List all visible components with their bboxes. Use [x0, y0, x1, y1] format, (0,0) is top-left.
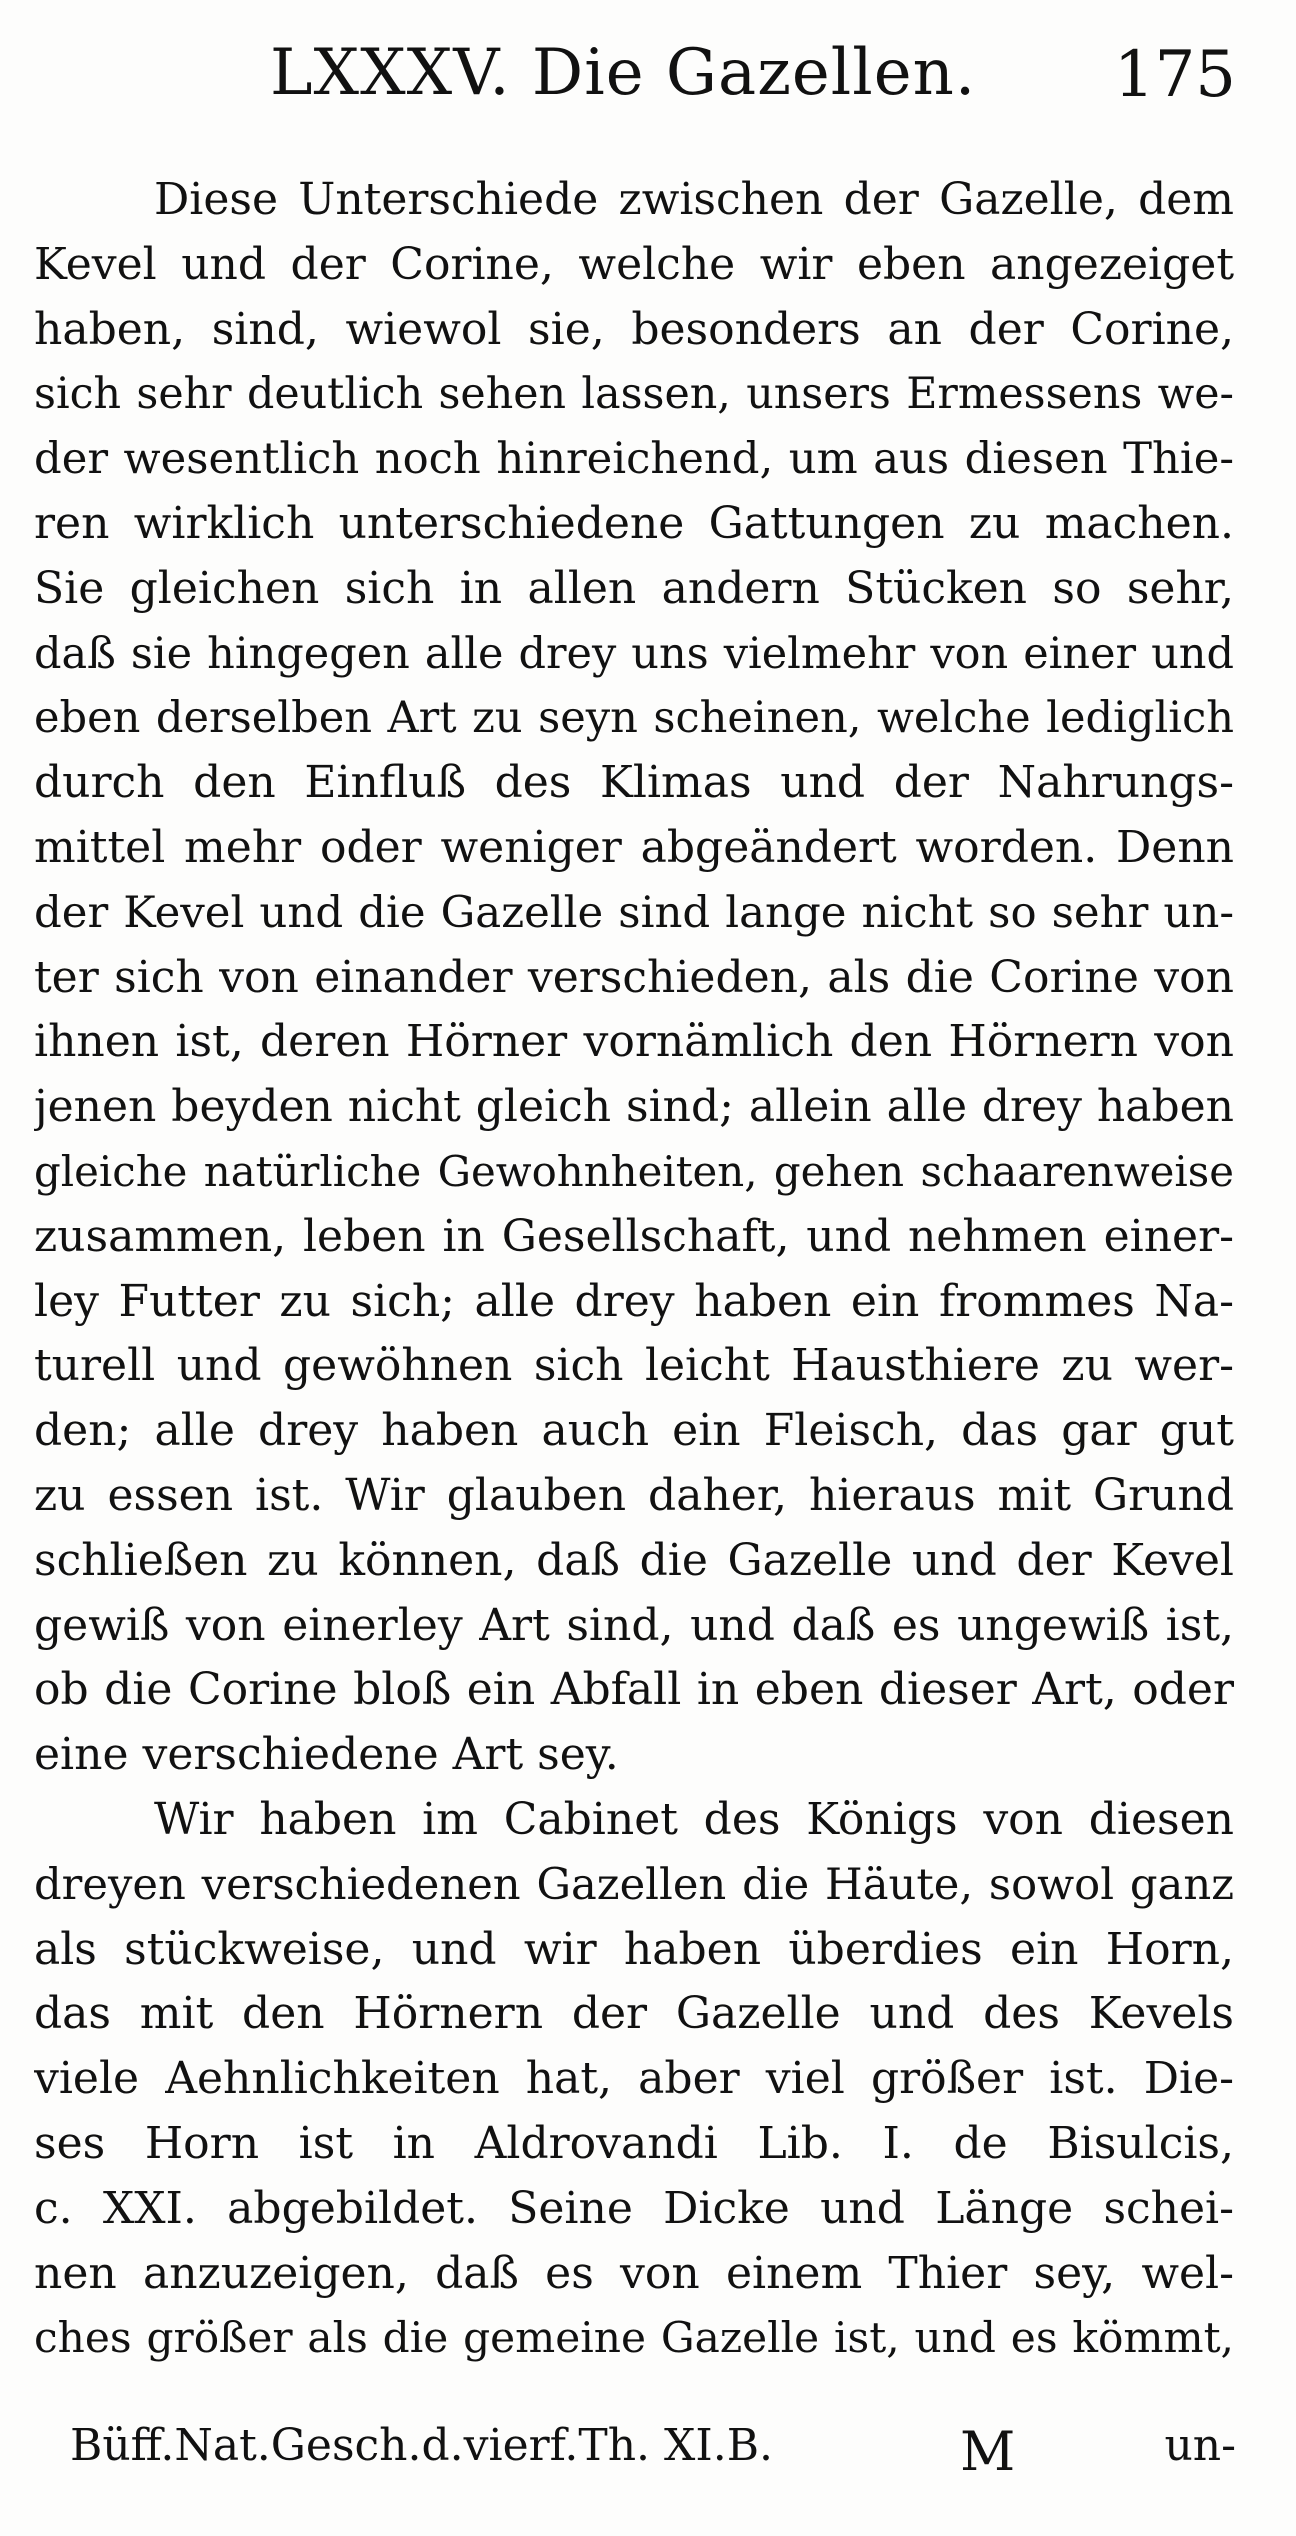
- text-line: gewiß von einerley Art sind, und daß es ungewiß ist,: [34, 1599, 1234, 1651]
- text-line: schließen zu können, daß die Gazelle und der Kevel: [34, 1534, 1234, 1586]
- text-line: nen anzuzeigen, daß es von einem Thier sey, wel-: [34, 2247, 1234, 2299]
- text-line: gleiche natürliche Gewohnheiten, gehen schaarenweise: [34, 1146, 1234, 1196]
- text-line: dreyen verschiedenen Gazellen die Häute, sowol ganz: [34, 1859, 1234, 1910]
- text-line: der Kevel und die Gazelle sind lange nicht so sehr un-: [34, 887, 1234, 938]
- text-line: Diese Unterschiede zwischen der Gazelle, dem: [154, 174, 1234, 225]
- text-line: das mit den Hörnern der Gazelle und des Kevels: [34, 1988, 1234, 2040]
- text-line: als stückweise, und wir haben überdies ein Horn,: [34, 1923, 1234, 1975]
- text-line: c. XXI. abgebildet. Seine Dicke und Länge schei-: [34, 2182, 1234, 2234]
- page-footer: [0, 2420, 1296, 2500]
- printer-signature: Büff.Nat.Gesch.d.vierf.Th. XI.B.: [70, 2420, 774, 2471]
- text-line: turell und gewöhnen sich leicht Hausthiere zu wer-: [34, 1340, 1234, 1392]
- text-line: sich sehr deutlich sehen lassen, unsers Ermessens we-: [34, 369, 1234, 420]
- text-line: eben derselben Art zu seyn scheinen, welche lediglich: [34, 693, 1234, 744]
- text-line: Wir haben im Cabinet des Königs von diesen: [154, 1793, 1234, 1845]
- text-line: ses Horn ist in Aldrovandi Lib. I. de Bisulcis,: [34, 2117, 1234, 2169]
- text-line: mittel mehr oder weniger abgeändert worden. Denn: [34, 821, 1234, 873]
- text-line: daß sie hingegen alle drey uns vielmehr von einer und: [34, 628, 1234, 679]
- text-line: ches größer als die gemeine Gazelle ist, und es kömmt,: [34, 2313, 1234, 2363]
- text-line: zu essen ist. Wir glauben daher, hieraus mit Grund: [34, 1469, 1234, 1521]
- text-line: durch den Einfluß des Klimas und der Nahrungs-: [34, 757, 1234, 809]
- page-number: 175: [1113, 38, 1236, 112]
- text-line: ob die Corine bloß ein Abfall in eben dieser Art, oder: [34, 1664, 1234, 1716]
- text-line: der wesentlich noch hinreichend, um aus diesen Thie-: [34, 434, 1234, 485]
- text-line: zusammen, leben in Gesellschaft, und nehmen einer-: [34, 1210, 1234, 1262]
- text-line: den; alle drey haben auch ein Fleisch, das gar gut: [34, 1405, 1234, 1457]
- catchword: un-: [1164, 2420, 1236, 2471]
- running-title: LXXXV. Die Gazellen.: [270, 36, 977, 110]
- sheet-mark: M: [960, 2420, 1016, 2483]
- text-line: eine verschiedene Art sey.: [34, 1729, 619, 1781]
- paragraph-2: [34, 1788, 1234, 2371]
- text-line: Kevel und der Corine, welche wir eben angezeiget: [34, 238, 1234, 290]
- text-line: ren wirklich unterschiedene Gattungen zu machen.: [34, 497, 1234, 549]
- paragraph-1: [34, 168, 1234, 1788]
- text-line: ihnen ist, deren Hörner vornämlich den Hörnern von: [34, 1016, 1234, 1068]
- text-line: Sie gleichen sich in allen andern Stücken so sehr,: [34, 562, 1234, 614]
- page-header: [0, 28, 1296, 118]
- text-line: jenen beyden nicht gleich sind; allein alle drey haben: [34, 1081, 1234, 1133]
- text-line: viele Aehnlichkeiten hat, aber viel größer ist. Die-: [34, 2053, 1234, 2105]
- text-line: ter sich von einander verschieden, als die Corine von: [34, 951, 1234, 1003]
- text-line: haben, sind, wiewol sie, besonders an der Corine,: [34, 303, 1234, 355]
- body-text: [34, 168, 1234, 2371]
- text-line: ley Futter zu sich; alle drey haben ein frommes Na-: [34, 1275, 1234, 1327]
